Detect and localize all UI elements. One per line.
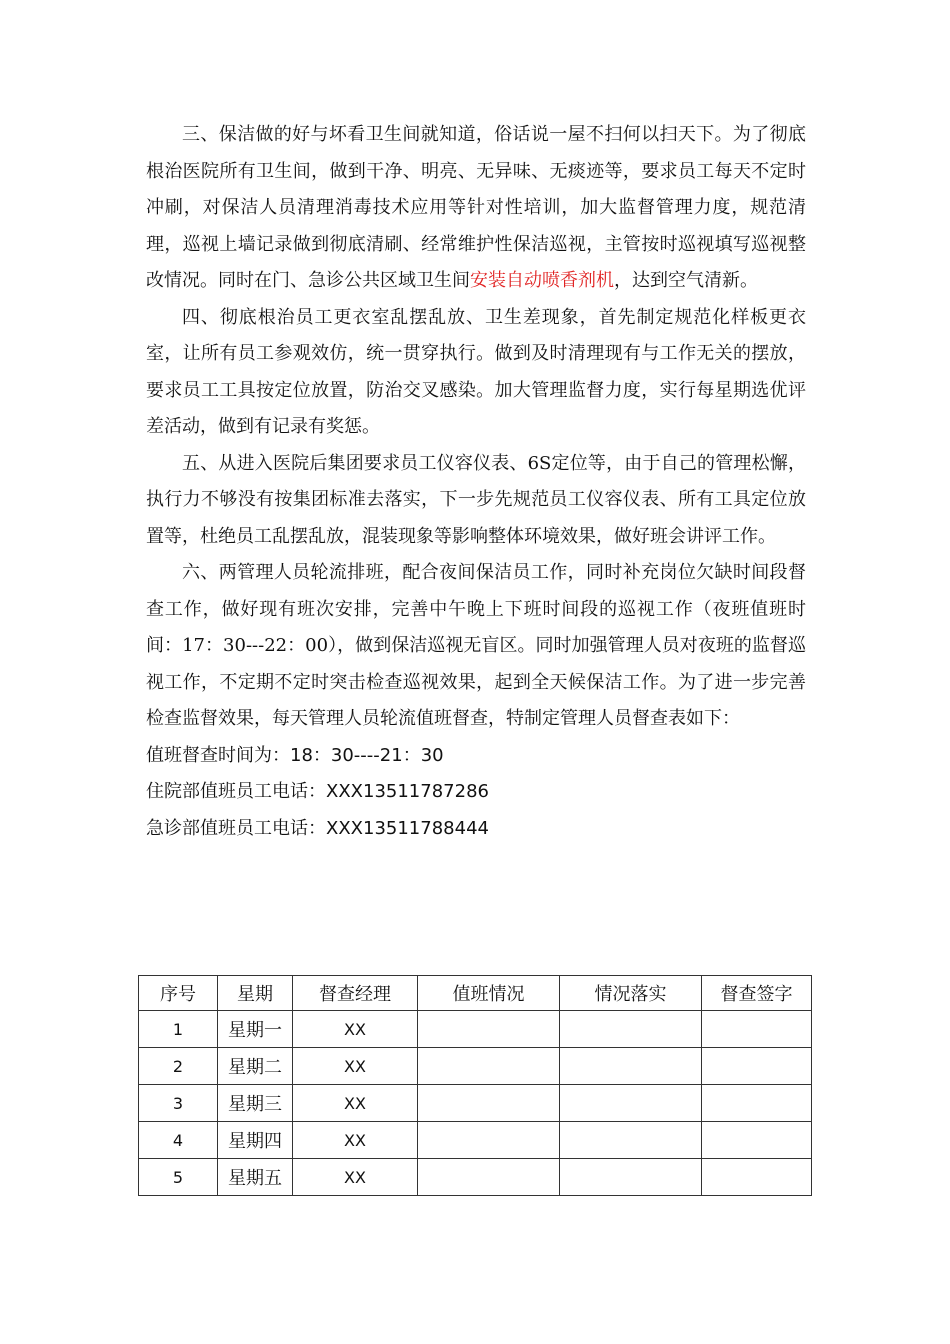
- header-duty-status: 值班情况: [418, 976, 560, 1011]
- paragraph-3-text: 三、保洁做的好与坏看卫生间就知道，俗话说一屋不扫何以扫天下。为了彻底根治医院所有卫生间，做到干净、明亮、无异味、无痰迹等，要求员工每天不定时冲刷，对保洁人员清理消毒技术应用等针对性培训，加大监督管理力度，规范清理，巡视上墙记录做到彻底清刷、经常维护性保洁巡视，主管按时巡视填写巡视整改情况。同时在门、急诊公共区域卫生间: [146, 124, 806, 291]
- paragraph-6: 六、两管理人员轮流排班，配合夜间保洁员工作，同时补充岗位欠缺时间段督查工作，做好现有班次安排，完善中午晚上下班时间段的巡视工作（夜班值班时间：17：30---22：00），做到保洁巡视无盲区。同时加强管理人员对夜班的监督巡视工作，不定期不定时突击检查巡视效果，起到全天候保洁工作。为了进一步完善检查监督效果，每天管理人员轮流值班督查，特制定管理人员督查表如下：: [146, 562, 806, 729]
- cell-implementation: [560, 1159, 702, 1196]
- cell-weekday: 星期二: [218, 1048, 293, 1085]
- cell-weekday: 星期三: [218, 1085, 293, 1122]
- table-row: [139, 1122, 812, 1159]
- cell-signature: [702, 1085, 812, 1122]
- cell-signature: [702, 1159, 812, 1196]
- cell-implementation: [560, 1011, 702, 1048]
- cell-implementation: [560, 1048, 702, 1085]
- header-weekday: 星期: [218, 976, 293, 1011]
- cell-duty-status: [418, 1122, 560, 1159]
- cell-weekday: 星期四: [218, 1122, 293, 1159]
- duty-schedule-table: [138, 975, 812, 1196]
- cell-weekday: 星期一: [218, 1011, 293, 1048]
- cell-manager: XX: [293, 1122, 418, 1159]
- duty-time-line: [146, 738, 806, 775]
- table-row: [139, 1159, 812, 1196]
- paragraph-3-end: ，达到空气清新。: [614, 270, 758, 291]
- cell-signature: [702, 1122, 812, 1159]
- cell-duty-status: [418, 1085, 560, 1122]
- table-header-row: [139, 976, 812, 1011]
- cell-index: 2: [139, 1048, 218, 1085]
- cell-duty-status: [418, 1159, 560, 1196]
- paragraph-5: 五、从进入医院后集团要求员工仪容仪表、6S定位等，由于自己的管理松懈，执行力不够没有按集团标准去落实，下一步先规范员工仪容仪表、所有工具定位放置等，杜绝员工乱摆乱放，混装现象等影响整体环境效果，做好班会讲评工作。: [146, 452, 806, 547]
- cell-manager: XX: [293, 1011, 418, 1048]
- paragraph-3: [146, 117, 806, 300]
- emergency-phone-line: [146, 811, 806, 848]
- header-implementation: 情况落实: [560, 976, 702, 1011]
- emergency-phone-value: XXX13511788444: [326, 817, 489, 839]
- emergency-phone-label: 急诊部值班员工电话：: [146, 817, 326, 839]
- header-signature: 督查签字: [702, 976, 812, 1011]
- cell-signature: [702, 1011, 812, 1048]
- duty-time-label: 值班督查时间为：: [146, 744, 290, 766]
- cell-index: 3: [139, 1085, 218, 1122]
- cell-manager: XX: [293, 1085, 418, 1122]
- cell-duty-status: [418, 1011, 560, 1048]
- cell-weekday: 星期五: [218, 1159, 293, 1196]
- cell-signature: [702, 1048, 812, 1085]
- table-row: [139, 1048, 812, 1085]
- inpatient-phone-value: XXX13511787286: [326, 781, 489, 802]
- header-manager: 督查经理: [293, 976, 418, 1011]
- cell-manager: XX: [293, 1048, 418, 1085]
- header-index: 序号: [139, 976, 218, 1011]
- cell-index: 1: [139, 1011, 218, 1048]
- table-row: [139, 1011, 812, 1048]
- document-body: [146, 117, 806, 847]
- cell-index: 4: [139, 1122, 218, 1159]
- cell-implementation: [560, 1122, 702, 1159]
- cell-implementation: [560, 1085, 702, 1122]
- cell-manager: XX: [293, 1159, 418, 1196]
- duty-time-value: 18：30----21：30: [290, 744, 444, 766]
- cell-duty-status: [418, 1048, 560, 1085]
- cell-index: 5: [139, 1159, 218, 1196]
- inpatient-phone-label: 住院部值班员工电话：: [146, 781, 326, 802]
- table-row: [139, 1085, 812, 1122]
- paragraph-4: 四、彻底根治员工更衣室乱摆乱放、卫生差现象，首先制定规范化样板更衣室，让所有员工参观效仿，统一贯穿执行。做到及时清理现有与工作无关的摆放，要求员工工具按定位放置，防治交叉感染。加大管理监督力度，实行每星期选优评差活动，做到有记录有奖惩。: [146, 306, 806, 437]
- inpatient-phone-line: [146, 774, 806, 811]
- highlighted-text: 安装自动喷香剂机: [470, 270, 614, 291]
